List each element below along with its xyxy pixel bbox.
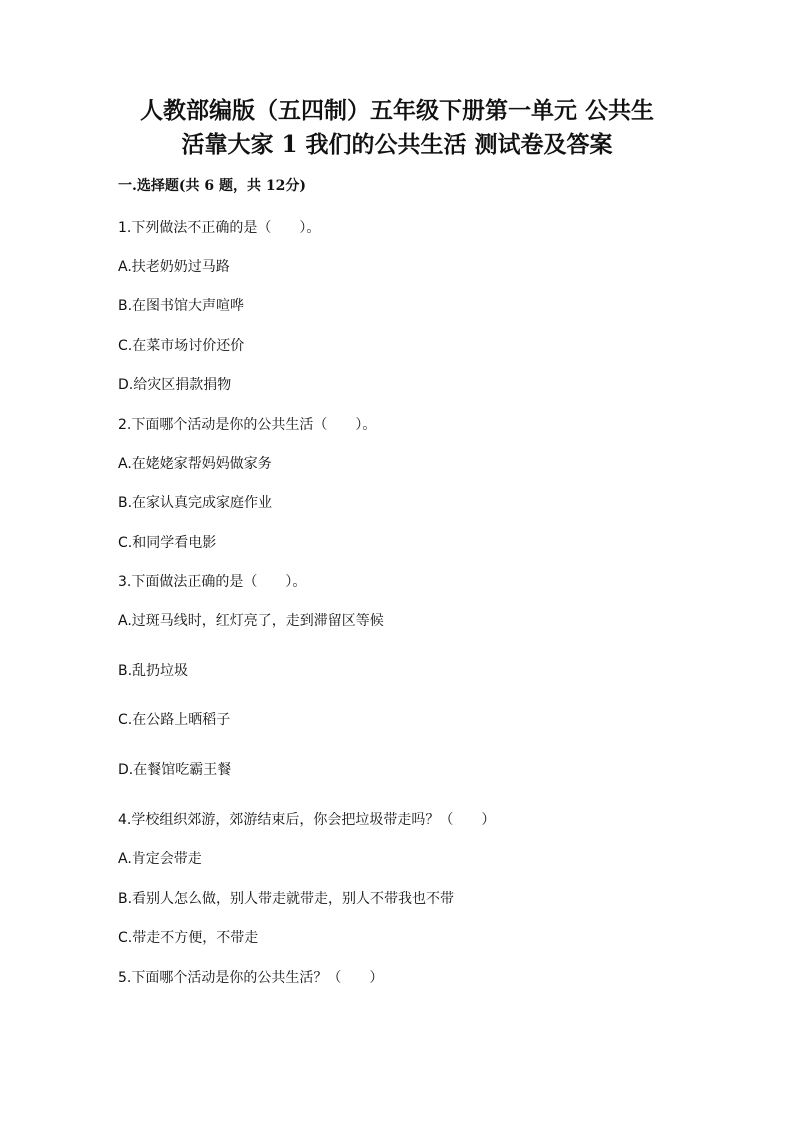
question-1-stem: 1.下列做法不正确的是（ ）。 <box>118 220 321 236</box>
question-3-option-c: C.在公路上晒稻子 <box>118 712 231 728</box>
question-3-option-a: A.过斑马线时，红灯亮了，走到滞留区等候 <box>118 613 384 629</box>
question-2-option-c: C.和同学看电影 <box>118 535 217 551</box>
question-4-option-a: A.肯定会带走 <box>118 851 202 867</box>
section-heading: 一.选择题(共 6 题，共 12分) <box>118 178 306 194</box>
question-4-option-c: C.带走不方便，不带走 <box>118 930 259 946</box>
question-4-option-b: B.看别人怎么做，别人带走就带走，别人不带我也不带 <box>118 891 455 907</box>
document-title-line-2: 活靠大家 1 我们的公共生活 测试卷及答案 <box>181 131 613 158</box>
question-2-option-a: A.在姥姥家帮妈妈做家务 <box>118 456 272 472</box>
question-1-option-a: A.扶老奶奶过马路 <box>118 259 230 275</box>
question-3-option-d: D.在餐馆吃霸王餐 <box>118 762 232 778</box>
question-3-option-b: B.乱扔垃圾 <box>118 663 189 679</box>
question-1-option-c: C.在菜市场讨价还价 <box>118 338 245 354</box>
question-3-stem: 3.下面做法正确的是（ ）。 <box>118 574 307 590</box>
question-2-stem: 2.下面哪个活动是你的公共生活（ ）。 <box>118 417 377 433</box>
question-2-option-b: B.在家认真完成家庭作业 <box>118 495 273 511</box>
question-4-stem: 4.学校组织郊游，郊游结束后，你会把垃圾带走吗？（ ） <box>118 812 496 828</box>
question-1-option-b: B.在图书馆大声喧哗 <box>118 298 245 314</box>
document-title-line-1: 人教部编版（五四制）五年级下册第一单元 公共生 <box>139 97 654 124</box>
question-1-option-d: D.给灾区捐款捐物 <box>118 377 232 393</box>
question-5-stem: 5.下面哪个活动是你的公共生活？（ ） <box>118 970 384 986</box>
